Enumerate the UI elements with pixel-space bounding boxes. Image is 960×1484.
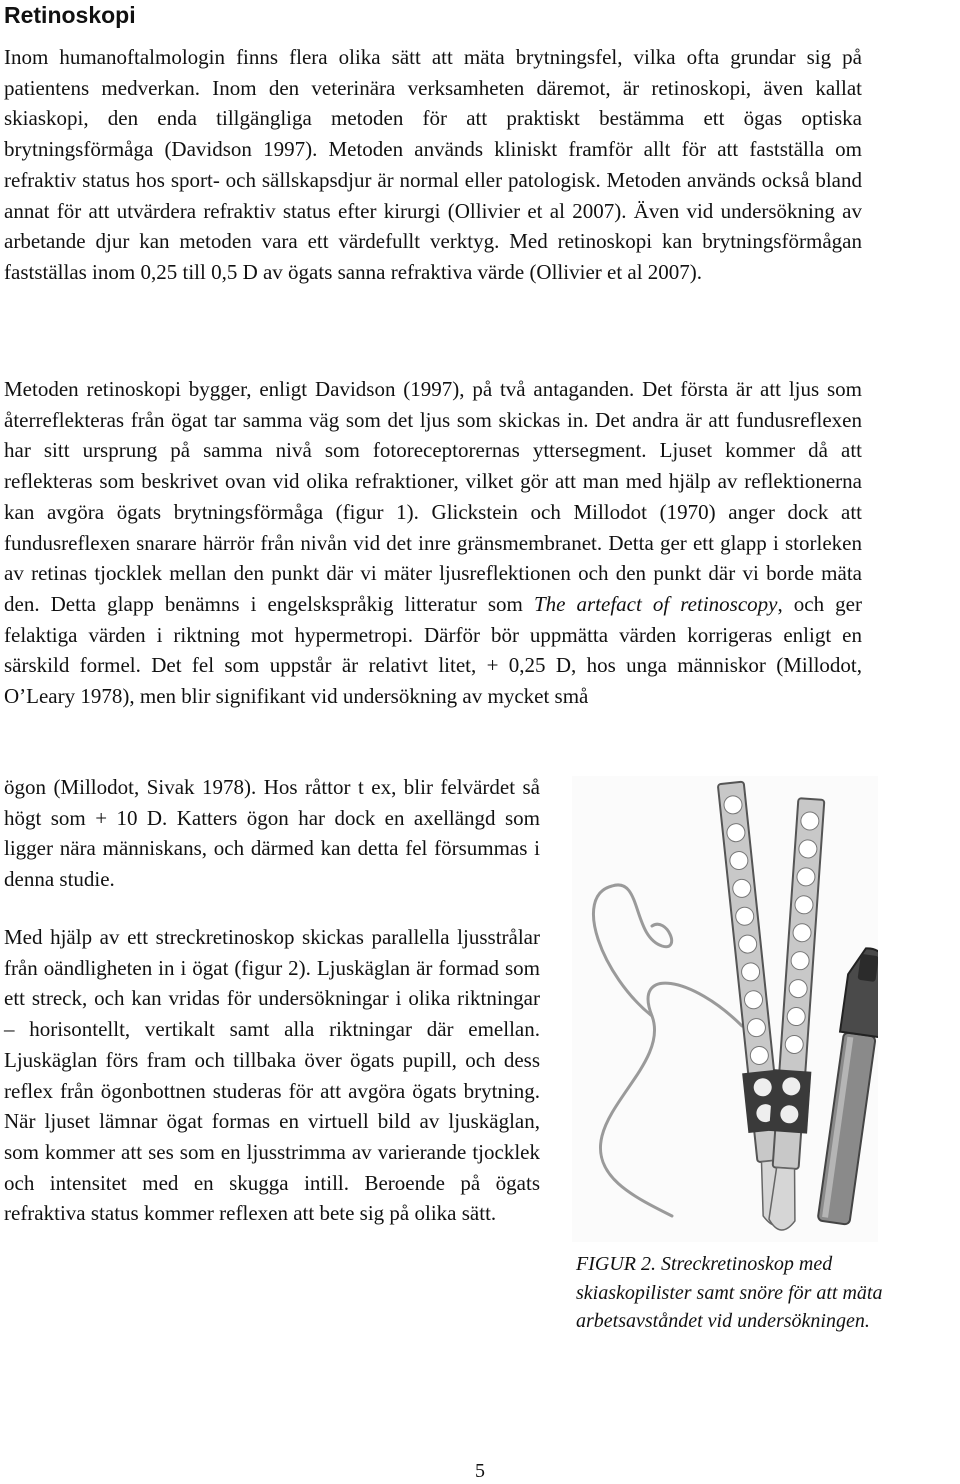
figure-streak-retinoscope-photo — [572, 776, 878, 1242]
paragraph-principle-text-end: , och ger felaktiga värden i riktning mot hypermetropi. Därför bör uppmätta värden korrigeras enligt en särskild formel. Det fel som uppstår är relativt litet, + 0,25 D, hos unga människor (Millodot, O’Leary 1978), men blir signifikant vid undersökning av mycket små — [4, 591, 862, 709]
paragraph-principle-text: Metoden retinoskopi bygger, enligt Davidson (1997), på två antaganden. Det första är att ljus som återreflekteras från ögat tar samma väg som det ljus som skickas in. Det andra är att fundusreflexen har sitt ursprung på samma nivå som fotoreceptorernas yttersegment. Ljuset kommer då att reflekteras som beskrivet ovan vid olika refraktioner, vilket gör att man med hjälp av reflektionerna kan avgöra ögats brytningsförmåga (figur 1). Glickstein och Millodot (1970) anger dock att fundusreflexen snarare härrör från nivån vid det inre gränsmembranet. Detta ger ett glapp i storleken av retinas tjocklek mellan den punkt där vi mäter ljusreflektionen och den punkt där vi borde mäta den. Detta glapp benämns i engelskspråkig litteratur som — [4, 377, 862, 616]
figure-caption: FIGUR 2. Streckretinoskop med skiaskopilister samt snöre för att mäta arbetsavståndet vid undersökningen. — [576, 1253, 883, 1332]
paragraph-principle-continued: ögon (Millodot, Sivak 1978). Hos råttor t ex, blir felvärdet så högt som + 10 D. Katters ögon har dock en axellängd som ligger nära människans, och därmed kan detta fel försummas i denna studie. — [4, 775, 540, 892]
artefact-term: The artefact of retinoscopy — [533, 591, 778, 616]
page-number: 5 — [475, 1460, 485, 1482]
paragraph-principle — [4, 374, 862, 712]
paragraph-intro: Inom humanoftalmologin finns flera olika sätt att mäta brytningsfel, vilka ofta grundar sig på patientens medverkan. Inom den veterinära verksamheten däremot, är retinoskopi, även kallat skiaskopi, den enda tillgängliga metoden för att praktiskt bestämma ett ögas optiska brytningsförmåga (Davidson 1997). Metoden används kliniskt framför allt för att fastställa om refraktiv status hos sport- och sällskapsdjur är normal eller patologisk. Metoden används också bland annat för att utvärdera refraktiv status efter kirurgi (Ollivier et al 2007). Även vid undersökning av arbetande djur kan metoden vara ett värdefullt verktyg. Med retinoskopi kan brytningsförmågan fastställas inom 0,25 till 0,5 D av ögats sanna refraktiva värde (Ollivier et al 2007). — [4, 45, 862, 284]
paragraph-method: Med hjälp av ett streckretinoskop skickas parallella ljusstrålar från oändligheten in i ögat (figur 2). Ljuskäglan är formad som ett streck, och kan vridas för undersökningar i olika riktningar – horisontellt, vertikalt samt alla riktningar där emellan. Ljuskäglan förs fram och tillbaka över ögats pupill, och dess reflex från ögonbottnen studeras för att avgöra ögats brytning. När ljuset lämnar ögat formas en virtuell bild av ljuskäglan, som kommer att ses som en ljusstrimma av varierande tjocklek och intensitet med en skugga intill. Beroende på ögats refraktiva status kommer reflexen att bete sig på olika sätt. — [4, 925, 540, 1226]
section-heading: Retinoskopi — [4, 2, 136, 28]
skiascopy-bar-right — [762, 798, 830, 1232]
string-illustration — [593, 885, 742, 1216]
streak-retinoscope — [814, 946, 878, 1226]
